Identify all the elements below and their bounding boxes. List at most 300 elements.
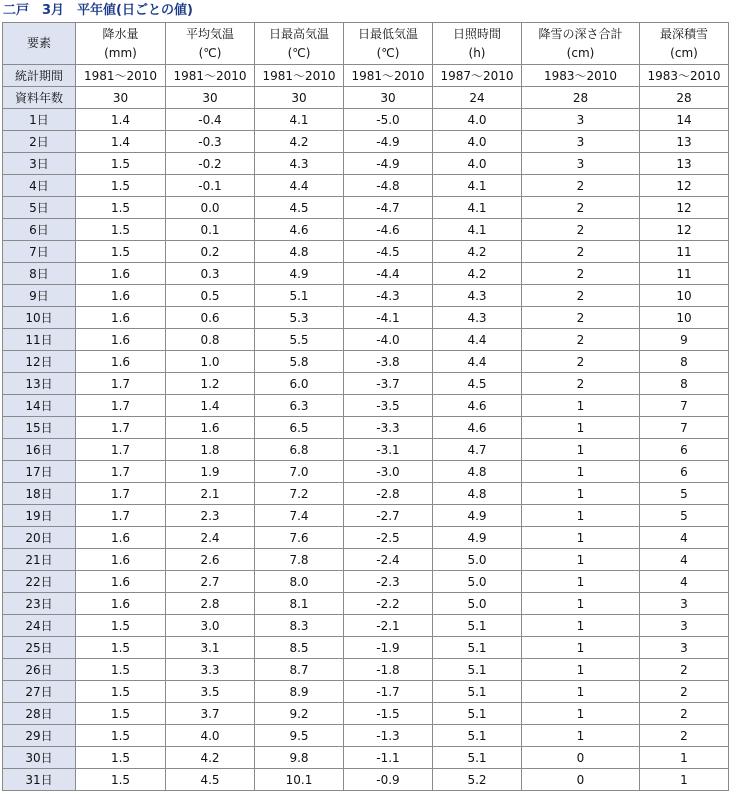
table-cell: 5.1 xyxy=(255,285,344,307)
row-label: 2日 xyxy=(3,131,76,153)
table-cell: 1.7 xyxy=(76,505,166,527)
table-cell: 7.4 xyxy=(255,505,344,527)
row-label: 20日 xyxy=(3,527,76,549)
table-cell: 5.5 xyxy=(255,329,344,351)
table-cell: 1.7 xyxy=(76,373,166,395)
table-cell: 1.5 xyxy=(76,769,166,791)
column-unit: (℃) xyxy=(198,45,222,60)
table-cell: 12 xyxy=(640,175,729,197)
table-cell: 13 xyxy=(640,131,729,153)
table-cell: 1 xyxy=(522,571,640,593)
table-cell: 2 xyxy=(640,703,729,725)
table-cell: 3.3 xyxy=(166,659,255,681)
table-cell: 8.0 xyxy=(255,571,344,593)
table-cell: 1 xyxy=(522,703,640,725)
table-cell: 10 xyxy=(640,307,729,329)
header-corner: 要素 xyxy=(3,23,76,65)
table-cell: 1.5 xyxy=(76,725,166,747)
table-row xyxy=(3,131,729,153)
table-cell: -4.7 xyxy=(344,197,433,219)
table-cell: 4.2 xyxy=(166,747,255,769)
table-row xyxy=(3,307,729,329)
table-cell: 8.7 xyxy=(255,659,344,681)
table-cell: 5.1 xyxy=(433,703,522,725)
table-cell: 9.2 xyxy=(255,703,344,725)
column-unit: (℃) xyxy=(287,45,311,60)
column-name: 日最高気温 xyxy=(268,26,329,41)
table-cell: 5.3 xyxy=(255,307,344,329)
table-cell: -3.1 xyxy=(344,439,433,461)
table-row xyxy=(3,197,729,219)
row-label: 31日 xyxy=(3,769,76,791)
table-row xyxy=(3,725,729,747)
table-cell: 4 xyxy=(640,527,729,549)
table-cell: 4.0 xyxy=(433,131,522,153)
table-cell: -1.9 xyxy=(344,637,433,659)
table-cell: 4.9 xyxy=(255,263,344,285)
row-label: 16日 xyxy=(3,439,76,461)
row-label: 22日 xyxy=(3,571,76,593)
table-cell: 1.7 xyxy=(76,439,166,461)
row-label: 7日 xyxy=(3,241,76,263)
table-cell: 2.4 xyxy=(166,527,255,549)
table-cell: 4.8 xyxy=(255,241,344,263)
table-cell: 8.9 xyxy=(255,681,344,703)
table-cell: -2.2 xyxy=(344,593,433,615)
table-row xyxy=(3,461,729,483)
table-cell: 3 xyxy=(522,131,640,153)
row-label: 6日 xyxy=(3,219,76,241)
table-cell: 1.5 xyxy=(76,241,166,263)
table-cell: 2 xyxy=(522,329,640,351)
table-cell: 28 xyxy=(522,87,640,109)
table-cell: 1.7 xyxy=(76,395,166,417)
row-label: 5日 xyxy=(3,197,76,219)
table-cell: 4.8 xyxy=(433,483,522,505)
table-cell: -3.7 xyxy=(344,373,433,395)
table-cell: 1.5 xyxy=(76,681,166,703)
table-cell: 2 xyxy=(522,263,640,285)
table-row xyxy=(3,593,729,615)
table-cell: -1.5 xyxy=(344,703,433,725)
table-cell: -5.0 xyxy=(344,109,433,131)
table-row xyxy=(3,219,729,241)
table-cell: 5 xyxy=(640,483,729,505)
table-cell: 3 xyxy=(522,153,640,175)
table-row xyxy=(3,175,729,197)
table-cell: 1.7 xyxy=(76,417,166,439)
table-cell: 1983～2010 xyxy=(522,65,640,87)
table-cell: -4.4 xyxy=(344,263,433,285)
table-cell: 1981～2010 xyxy=(166,65,255,87)
table-cell: -3.3 xyxy=(344,417,433,439)
table-cell: 6.3 xyxy=(255,395,344,417)
table-row xyxy=(3,505,729,527)
table-cell: -0.4 xyxy=(166,109,255,131)
table-cell: 4.6 xyxy=(255,219,344,241)
table-cell: 1.0 xyxy=(166,351,255,373)
table-cell: 5 xyxy=(640,505,729,527)
table-cell: 3.0 xyxy=(166,615,255,637)
column-name: 降水量 xyxy=(102,26,139,41)
table-cell: -4.6 xyxy=(344,219,433,241)
table-cell: 1.6 xyxy=(76,263,166,285)
table-row xyxy=(3,417,729,439)
table-cell: 7.0 xyxy=(255,461,344,483)
row-label: 3日 xyxy=(3,153,76,175)
table-cell: 3.5 xyxy=(166,681,255,703)
table-cell: 1.6 xyxy=(76,307,166,329)
meta-row xyxy=(3,87,729,109)
table-cell: 1.5 xyxy=(76,197,166,219)
table-row xyxy=(3,703,729,725)
table-cell: 0 xyxy=(522,747,640,769)
table-cell: 1.4 xyxy=(76,131,166,153)
table-cell: 3 xyxy=(522,109,640,131)
table-cell: -3.5 xyxy=(344,395,433,417)
table-cell: 1.6 xyxy=(76,571,166,593)
table-cell: 4.2 xyxy=(433,241,522,263)
table-cell: 0.0 xyxy=(166,197,255,219)
table-cell: 6.8 xyxy=(255,439,344,461)
table-cell: 2 xyxy=(640,681,729,703)
table-row xyxy=(3,571,729,593)
column-header xyxy=(255,23,344,65)
table-cell: 1.4 xyxy=(76,109,166,131)
table-cell: 5.0 xyxy=(433,549,522,571)
table-row xyxy=(3,747,729,769)
table-cell: 1 xyxy=(522,725,640,747)
table-cell: 1981～2010 xyxy=(255,65,344,87)
table-row xyxy=(3,549,729,571)
table-cell: 4.2 xyxy=(255,131,344,153)
table-cell: 12 xyxy=(640,197,729,219)
table-cell: -4.0 xyxy=(344,329,433,351)
table-cell: 4.1 xyxy=(255,109,344,131)
meta-row xyxy=(3,65,729,87)
column-unit: (cm) xyxy=(670,45,698,60)
table-cell: 1.5 xyxy=(76,219,166,241)
column-name: 平均気温 xyxy=(185,26,234,41)
table-cell: 4.9 xyxy=(433,505,522,527)
table-cell: -4.9 xyxy=(344,131,433,153)
table-row xyxy=(3,527,729,549)
table-cell: 5.0 xyxy=(433,593,522,615)
table-cell: 1 xyxy=(522,439,640,461)
column-header xyxy=(344,23,433,65)
header-row xyxy=(3,23,729,65)
table-cell: -1.7 xyxy=(344,681,433,703)
row-label: 15日 xyxy=(3,417,76,439)
table-cell: 2.3 xyxy=(166,505,255,527)
table-cell: 4.3 xyxy=(433,307,522,329)
table-cell: 9.5 xyxy=(255,725,344,747)
table-cell: -3.0 xyxy=(344,461,433,483)
table-cell: -0.1 xyxy=(166,175,255,197)
table-cell: 7.2 xyxy=(255,483,344,505)
table-row xyxy=(3,351,729,373)
row-label: 21日 xyxy=(3,549,76,571)
table-cell: 4.0 xyxy=(433,109,522,131)
table-cell: 2.1 xyxy=(166,483,255,505)
table-cell: 4.2 xyxy=(433,263,522,285)
table-cell: 0.1 xyxy=(166,219,255,241)
row-label: 26日 xyxy=(3,659,76,681)
row-label: 25日 xyxy=(3,637,76,659)
row-label: 11日 xyxy=(3,329,76,351)
table-cell: 2 xyxy=(522,219,640,241)
table-cell: -3.8 xyxy=(344,351,433,373)
column-name: 日最低気温 xyxy=(357,26,418,41)
table-cell: 4.7 xyxy=(433,439,522,461)
column-unit: (cm) xyxy=(566,45,595,60)
column-name: 最深積雪 xyxy=(659,26,708,41)
column-unit: (mm) xyxy=(104,45,137,60)
row-label: 8日 xyxy=(3,263,76,285)
row-label: 14日 xyxy=(3,395,76,417)
table-cell: 9 xyxy=(640,329,729,351)
table-cell: 1 xyxy=(522,593,640,615)
table-cell: 1981～2010 xyxy=(344,65,433,87)
page-title: 二戸 3月 平年値(日ごとの値) xyxy=(3,3,193,18)
row-label: 17日 xyxy=(3,461,76,483)
table-row xyxy=(3,329,729,351)
table-cell: 0.8 xyxy=(166,329,255,351)
row-label: 30日 xyxy=(3,747,76,769)
table-cell: 5.1 xyxy=(433,615,522,637)
row-label: 13日 xyxy=(3,373,76,395)
table-cell: 6.5 xyxy=(255,417,344,439)
table-cell: 5.2 xyxy=(433,769,522,791)
table-cell: 2 xyxy=(522,351,640,373)
table-cell: 2 xyxy=(522,307,640,329)
table-cell: 11 xyxy=(640,241,729,263)
table-cell: 1981～2010 xyxy=(76,65,166,87)
table-cell: 0 xyxy=(522,769,640,791)
table-cell: -2.1 xyxy=(344,615,433,637)
table-row xyxy=(3,263,729,285)
table-cell: 8 xyxy=(640,351,729,373)
table-cell: 1 xyxy=(522,681,640,703)
table-cell: 1.5 xyxy=(76,703,166,725)
table-cell: 1.7 xyxy=(76,461,166,483)
table-cell: 1 xyxy=(522,615,640,637)
table-cell: 3 xyxy=(640,615,729,637)
table-cell: 1.5 xyxy=(76,175,166,197)
table-cell: 1.2 xyxy=(166,373,255,395)
row-label: 24日 xyxy=(3,615,76,637)
table-cell: 2 xyxy=(522,241,640,263)
table-cell: 4.3 xyxy=(255,153,344,175)
table-cell: 5.1 xyxy=(433,725,522,747)
table-cell: 4.6 xyxy=(433,417,522,439)
row-label: 29日 xyxy=(3,725,76,747)
row-label: 資料年数 xyxy=(3,87,76,109)
column-name: 日照時間 xyxy=(452,26,501,41)
table-cell: 8.3 xyxy=(255,615,344,637)
table-cell: 4.1 xyxy=(433,197,522,219)
table-cell: 1 xyxy=(522,637,640,659)
table-cell: 28 xyxy=(640,87,729,109)
table-cell: 1.4 xyxy=(166,395,255,417)
table-cell: 1.5 xyxy=(76,747,166,769)
row-label: 1日 xyxy=(3,109,76,131)
table-cell: -0.9 xyxy=(344,769,433,791)
column-header xyxy=(166,23,255,65)
table-cell: -0.3 xyxy=(166,131,255,153)
table-cell: -2.8 xyxy=(344,483,433,505)
table-cell: 5.0 xyxy=(433,571,522,593)
row-label: 23日 xyxy=(3,593,76,615)
table-cell: 1 xyxy=(522,461,640,483)
table-cell: 4.5 xyxy=(166,769,255,791)
table-cell: 4.5 xyxy=(433,373,522,395)
table-cell: 30 xyxy=(255,87,344,109)
table-cell: 6.0 xyxy=(255,373,344,395)
table-cell: -1.3 xyxy=(344,725,433,747)
table-cell: 1 xyxy=(640,747,729,769)
table-cell: 30 xyxy=(166,87,255,109)
table-cell: 0.3 xyxy=(166,263,255,285)
table-cell: 0.5 xyxy=(166,285,255,307)
table-cell: 1.8 xyxy=(166,439,255,461)
table-cell: 5.1 xyxy=(433,681,522,703)
table-cell: 1 xyxy=(522,395,640,417)
row-label: 27日 xyxy=(3,681,76,703)
normals-table xyxy=(2,22,729,791)
table-cell: 4 xyxy=(640,549,729,571)
table-row xyxy=(3,153,729,175)
table-cell: 24 xyxy=(433,87,522,109)
table-row xyxy=(3,109,729,131)
table-cell: 1983～2010 xyxy=(640,65,729,87)
table-cell: 3.7 xyxy=(166,703,255,725)
table-cell: 5.8 xyxy=(255,351,344,373)
column-header xyxy=(76,23,166,65)
table-cell: 10.1 xyxy=(255,769,344,791)
row-label: 統計期間 xyxy=(3,65,76,87)
table-cell: 12 xyxy=(640,219,729,241)
column-unit: (℃) xyxy=(376,45,400,60)
table-cell: -0.2 xyxy=(166,153,255,175)
row-label: 19日 xyxy=(3,505,76,527)
table-row xyxy=(3,483,729,505)
table-cell: 2 xyxy=(640,725,729,747)
table-row xyxy=(3,439,729,461)
column-name: 降雪の深さ合計 xyxy=(538,26,623,41)
table-cell: 1.5 xyxy=(76,659,166,681)
table-cell: 7 xyxy=(640,395,729,417)
table-cell: 1.5 xyxy=(76,615,166,637)
table-row xyxy=(3,659,729,681)
table-cell: -2.4 xyxy=(344,549,433,571)
column-unit: (h) xyxy=(468,45,486,60)
table-cell: 4.0 xyxy=(166,725,255,747)
table-cell: 1 xyxy=(522,505,640,527)
table-cell: 2.7 xyxy=(166,571,255,593)
table-cell: 7 xyxy=(640,417,729,439)
row-label: 18日 xyxy=(3,483,76,505)
table-cell: 4.4 xyxy=(255,175,344,197)
table-row xyxy=(3,395,729,417)
row-label: 9日 xyxy=(3,285,76,307)
table-cell: 14 xyxy=(640,109,729,131)
table-cell: 5.1 xyxy=(433,637,522,659)
table-cell: 2 xyxy=(522,373,640,395)
table-cell: 0.2 xyxy=(166,241,255,263)
table-row xyxy=(3,241,729,263)
table-cell: 8.1 xyxy=(255,593,344,615)
table-cell: -1.1 xyxy=(344,747,433,769)
table-cell: 3 xyxy=(640,637,729,659)
table-cell: 4.6 xyxy=(433,395,522,417)
table-cell: 1.6 xyxy=(76,527,166,549)
column-header xyxy=(640,23,729,65)
table-cell: 2.8 xyxy=(166,593,255,615)
table-cell: 1 xyxy=(522,549,640,571)
table-cell: 1 xyxy=(522,659,640,681)
table-cell: 13 xyxy=(640,153,729,175)
table-cell: 1.6 xyxy=(76,351,166,373)
table-cell: 1.9 xyxy=(166,461,255,483)
table-cell: 2 xyxy=(522,175,640,197)
table-cell: 2.6 xyxy=(166,549,255,571)
table-cell: 6 xyxy=(640,461,729,483)
table-cell: 7.6 xyxy=(255,527,344,549)
table-cell: 4.1 xyxy=(433,219,522,241)
table-cell: -4.3 xyxy=(344,285,433,307)
table-cell: 11 xyxy=(640,263,729,285)
table-cell: 1987～2010 xyxy=(433,65,522,87)
table-cell: 4.9 xyxy=(433,527,522,549)
table-cell: -4.1 xyxy=(344,307,433,329)
table-cell: 30 xyxy=(344,87,433,109)
table-cell: 4.4 xyxy=(433,351,522,373)
table-cell: 1.6 xyxy=(76,593,166,615)
table-cell: 4.3 xyxy=(433,285,522,307)
table-row xyxy=(3,373,729,395)
table-cell: 6 xyxy=(640,439,729,461)
table-cell: 4.8 xyxy=(433,461,522,483)
table-cell: 2 xyxy=(640,659,729,681)
table-cell: 4 xyxy=(640,571,729,593)
table-cell: -2.7 xyxy=(344,505,433,527)
table-cell: 3 xyxy=(640,593,729,615)
table-cell: 1 xyxy=(522,483,640,505)
table-cell: 1.5 xyxy=(76,637,166,659)
table-row xyxy=(3,769,729,791)
table-cell: 1.6 xyxy=(76,549,166,571)
table-cell: 1 xyxy=(522,527,640,549)
column-header xyxy=(433,23,522,65)
table-row xyxy=(3,285,729,307)
table-cell: 3.1 xyxy=(166,637,255,659)
table-cell: 4.1 xyxy=(433,175,522,197)
table-cell: 1.6 xyxy=(76,329,166,351)
column-header xyxy=(522,23,640,65)
row-label: 10日 xyxy=(3,307,76,329)
table-cell: -4.9 xyxy=(344,153,433,175)
table-cell: -4.8 xyxy=(344,175,433,197)
row-label: 12日 xyxy=(3,351,76,373)
table-cell: -2.5 xyxy=(344,527,433,549)
table-cell: 1.7 xyxy=(76,483,166,505)
table-cell: 2 xyxy=(522,197,640,219)
table-row xyxy=(3,681,729,703)
row-label: 28日 xyxy=(3,703,76,725)
table-row xyxy=(3,615,729,637)
table-cell: 1 xyxy=(522,417,640,439)
